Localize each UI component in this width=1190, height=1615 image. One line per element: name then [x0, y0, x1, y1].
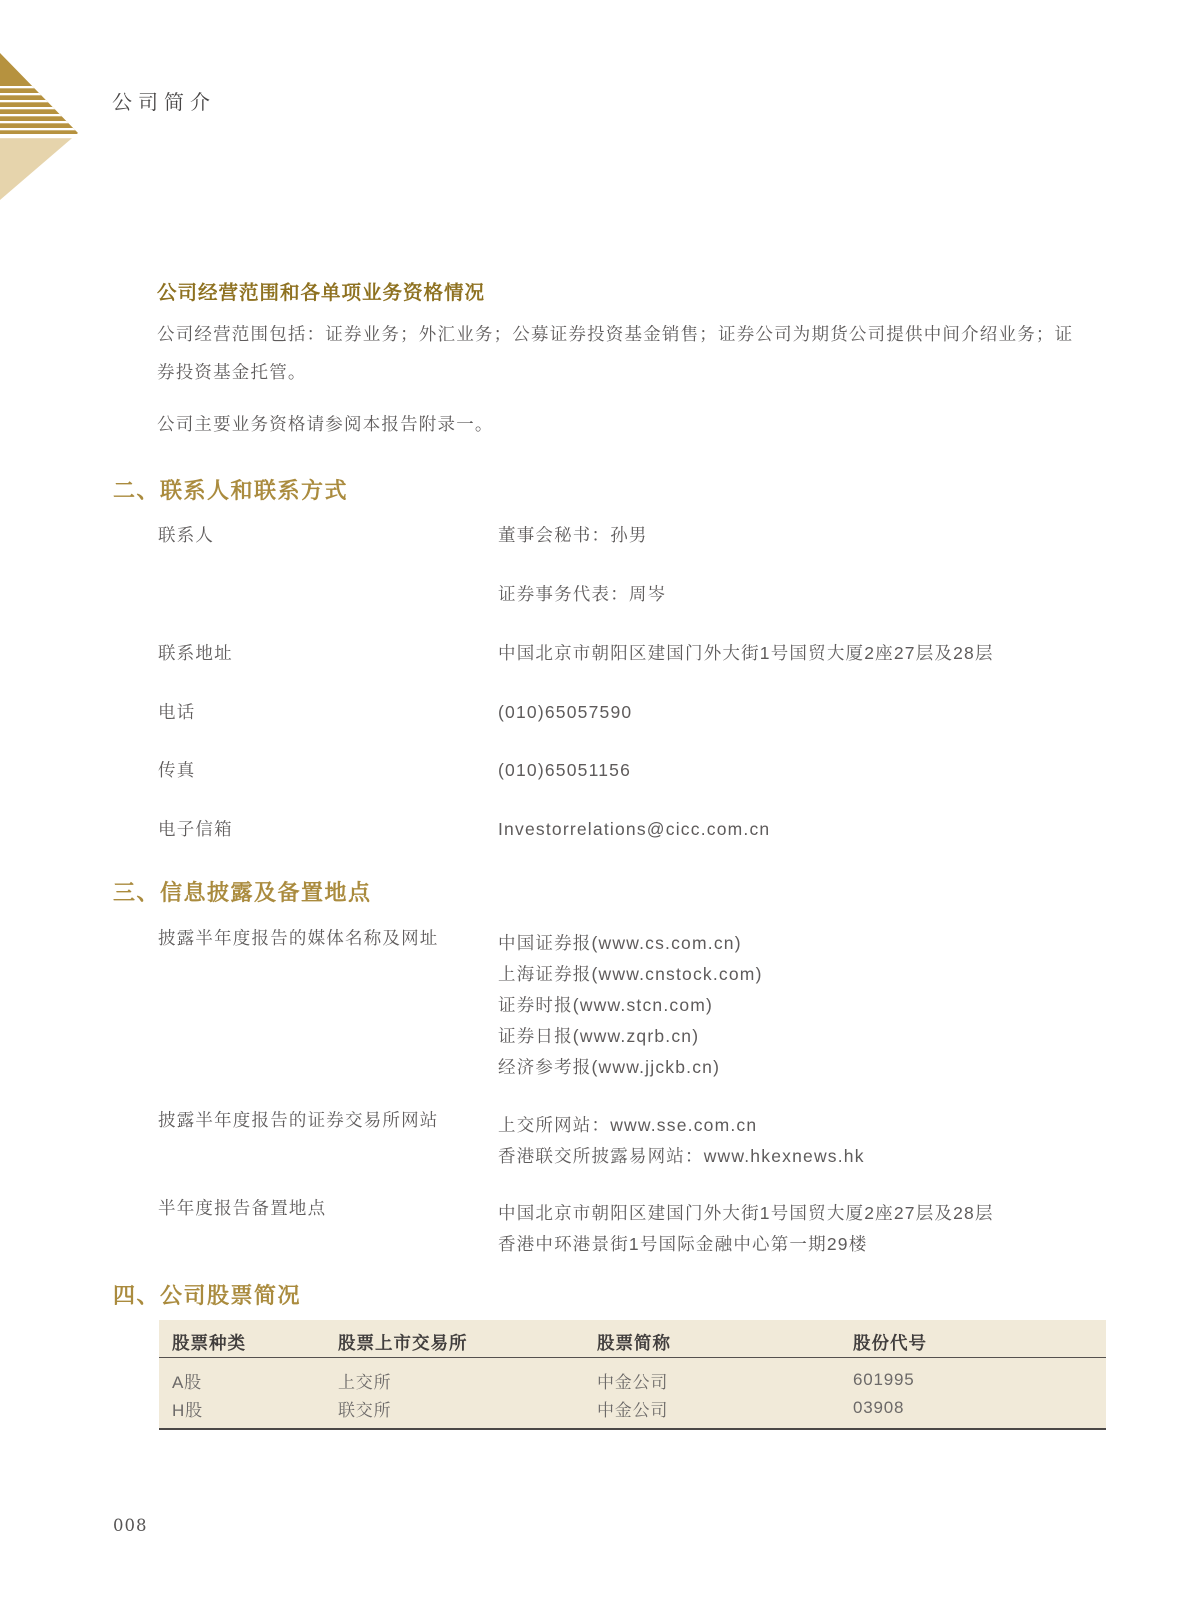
section-heading-stock-profile: 四、公司股票简况: [113, 1283, 302, 1308]
stock-table-body: [159, 1358, 1106, 1422]
securities-representative-value: 证券事务代表：周岑: [498, 584, 667, 604]
business-scope-paragraph: 公司经营范围包括：证券业务；外汇业务；公募证券投资基金销售；证券公司为期货公司提供中间介绍业务；证券投资基金托管。: [157, 324, 1074, 382]
phone-label: 电话: [158, 702, 196, 722]
stock-type-cell: H股: [172, 1400, 203, 1420]
corner-triangle-decoration-icon: [0, 53, 80, 201]
page-header-title: 公司简介: [112, 90, 216, 114]
media-item: 中国证券报(www.cs.com.cn): [498, 933, 742, 953]
listing-exchange-cell: 上交所: [338, 1372, 392, 1392]
fax-label: 传真: [158, 760, 196, 780]
contact-address-value: 中国北京市朝阳区建国门外大街1号国贸大厦2座27层及28层: [498, 643, 994, 663]
stock-short-name-cell: 中金公司: [597, 1400, 669, 1420]
stock-profile-table: [159, 1320, 1106, 1430]
email-value: Investorrelations@cicc.com.cn: [498, 819, 771, 839]
table-row-a-share: [159, 1366, 1106, 1394]
exchange-websites-values: [498, 1110, 865, 1172]
contact-person-label: 联系人: [158, 525, 215, 545]
stock-type-cell: A股: [172, 1372, 202, 1392]
media-item: 证券时报(www.stcn.com): [498, 995, 714, 1015]
listing-exchange-header: 股票上市交易所: [338, 1333, 468, 1353]
stock-code-header: 股份代号: [853, 1333, 927, 1353]
exchange-websites-label: 披露半年度报告的证券交易所网站: [158, 1110, 439, 1130]
stock-code-cell: 601995: [853, 1370, 915, 1389]
report-location-item: 香港中环港景街1号国际金融中心第一期29楼: [498, 1234, 868, 1254]
exchange-website-item: 上交所网站：www.sse.com.cn: [498, 1115, 758, 1135]
media-names-values: [498, 928, 763, 1083]
report-location-item: 中国北京市朝阳区建国门外大街1号国贸大厦2座27层及28层: [498, 1203, 994, 1223]
stock-short-name-cell: 中金公司: [597, 1372, 669, 1392]
contact-address-label: 联系地址: [158, 643, 233, 663]
business-scope-heading: 公司经营范围和各单项业务资格情况: [157, 282, 486, 304]
page-number: 008: [113, 1516, 148, 1535]
listing-exchange-cell: 联交所: [338, 1400, 392, 1420]
stock-type-header: 股票种类: [172, 1333, 246, 1353]
contact-person-value: 董事会秘书：孙男: [498, 525, 648, 545]
stock-short-name-header: 股票简称: [597, 1333, 671, 1353]
section-heading-contacts: 二、联系人和联系方式: [113, 478, 349, 503]
phone-value: (010)65057590: [498, 702, 633, 722]
section-heading-disclosure: 三、信息披露及备置地点: [113, 880, 372, 905]
fax-value: (010)65051156: [498, 760, 632, 780]
table-row-h-share: [159, 1394, 1106, 1422]
media-item: 上海证券报(www.cnstock.com): [498, 964, 763, 984]
email-label: 电子信箱: [158, 819, 233, 839]
exchange-website-item: 香港联交所披露易网站：www.hkexnews.hk: [498, 1146, 865, 1166]
media-item: 证券日报(www.zqrb.cn): [498, 1026, 700, 1046]
media-item: 经济参考报(www.jjckb.cn): [498, 1057, 721, 1077]
stock-table-header-row: [159, 1320, 1106, 1358]
report-locations-values: [498, 1198, 994, 1260]
report-locations-label: 半年度报告备置地点: [158, 1198, 327, 1218]
business-qualification-paragraph: 公司主要业务资格请参阅本报告附录一。: [157, 414, 494, 434]
media-names-label: 披露半年度报告的媒体名称及网址: [158, 928, 439, 948]
stock-code-cell: 03908: [853, 1398, 905, 1417]
